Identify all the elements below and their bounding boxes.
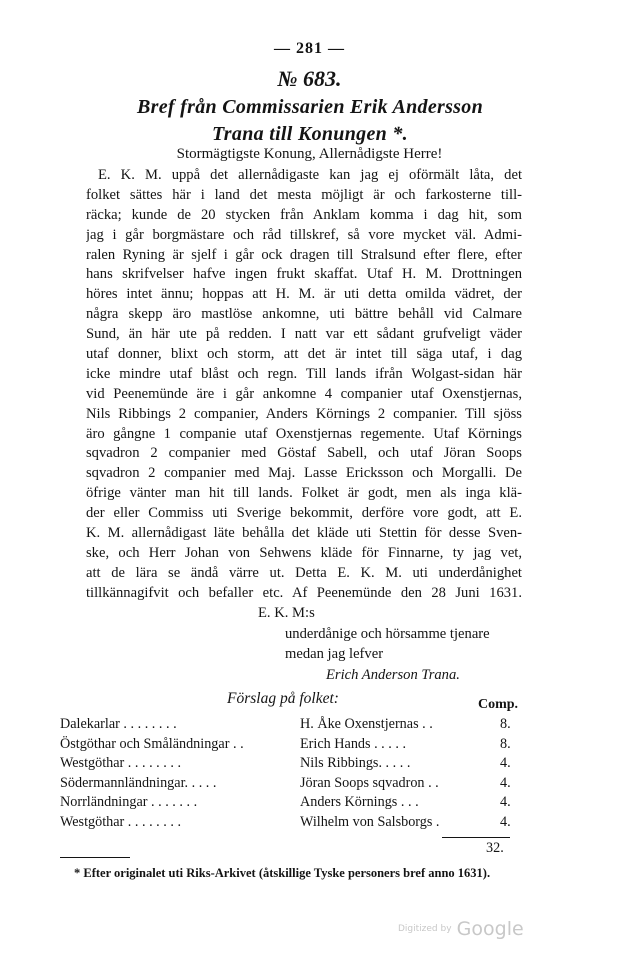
table-row bbox=[60, 736, 520, 756]
signature-name: Erich Anderson Trana. bbox=[326, 667, 460, 683]
body-line: jag i går borgmästare och råd tillskref, så vore mycket väl. Admi- bbox=[86, 226, 522, 243]
signature-line-1: E. K. M:s bbox=[258, 605, 315, 621]
salutation: Stormägtigste Konung, Allernådigste Herre! bbox=[176, 146, 443, 162]
table-row bbox=[60, 814, 520, 834]
proposal-title: Förslag på folket: bbox=[227, 690, 339, 707]
table-row bbox=[60, 755, 520, 775]
count-cell: 4. bbox=[500, 755, 511, 771]
count-cell: 8. bbox=[500, 716, 511, 732]
body-line: der eller Commiss uti Sverige bekommit, derföre vore godt, att E. bbox=[86, 505, 522, 522]
body-line: hans skrifvelser hafve ingen frukt skaffat. Utaf H. M. Drottningen bbox=[86, 266, 522, 283]
count-cell: 4. bbox=[500, 794, 511, 810]
signature-line-3: medan jag lefver bbox=[285, 646, 384, 662]
commander-cell: H. Åke Oxenstjernas . . bbox=[300, 716, 433, 732]
proposal-table bbox=[60, 716, 520, 833]
commander-cell: Jöran Soops sqvadron . . bbox=[300, 774, 439, 791]
body-line: höres intet ännu; hoppas att H. M. är uti detta omilda vädret, der bbox=[86, 286, 522, 303]
group-cell: Norrländningar . . . . . . . bbox=[60, 794, 198, 810]
body-line: sqvadron 2 companier med Göstaf Sabell, och utaf Jöran Soops bbox=[86, 445, 522, 462]
count-cell: 4. bbox=[500, 813, 511, 830]
letter-body bbox=[86, 166, 522, 604]
body-line: några skepp äro mastlöse ankomne, uti bättre behåll vid Calmare bbox=[86, 306, 522, 323]
signature-line-2: underdånige och hörsamme tjenare bbox=[285, 626, 490, 642]
group-cell: Östgöthar och Småländningar . . bbox=[60, 735, 244, 752]
digitized-watermark bbox=[398, 918, 524, 940]
document-number: № 683. bbox=[277, 66, 342, 91]
body-line: öfrige vänter man hit till lands. Folket är godt, men als inga klä- bbox=[86, 485, 522, 502]
table-row bbox=[60, 794, 520, 814]
letter-heading bbox=[60, 94, 560, 148]
group-cell: Westgöthar . . . . . . . . bbox=[60, 755, 182, 771]
count-cell: 4. bbox=[500, 774, 511, 791]
body-line: ske, och Herr Johan von Sehwens kläde för Finnarne, ty jag vet, bbox=[86, 544, 522, 561]
group-cell: Westgöthar . . . . . . . . bbox=[60, 813, 182, 830]
body-line: Nils Ribbings 2 companier, Anders Körnings 2 companier. Till sjöss bbox=[86, 405, 522, 422]
total-count: 32. bbox=[486, 840, 504, 856]
count-cell: 8. bbox=[500, 735, 511, 752]
body-line: folket sättes här i land det mesta möjligt är och farkosterne till- bbox=[86, 186, 522, 203]
table-row bbox=[60, 775, 520, 795]
table-row bbox=[60, 716, 520, 736]
body-line: E. K. M. uppå det allernådigaste kan jag ej oförmält låta, det bbox=[98, 167, 522, 183]
commander-cell: Nils Ribbings. . . . . bbox=[300, 755, 411, 771]
heading-line-1: Bref från Commissarien Erik Andersson bbox=[137, 96, 483, 118]
page-number: — 281 — bbox=[274, 40, 345, 57]
footnote-divider bbox=[60, 857, 130, 858]
sum-divider bbox=[442, 837, 510, 838]
comp-column-header: Comp. bbox=[478, 697, 519, 712]
body-line: sqvadron 2 companier med Maj. Lasse Ericksson och Morgalli. De bbox=[86, 465, 522, 482]
footnote: * Efter originalet uti Riks-Arkivet (åtskillige Tyske personers bref anno 1631). bbox=[74, 866, 491, 880]
body-line: vid Peenemünde äre i går ankomne 4 companier utaf Oxenstjernas, bbox=[86, 385, 522, 402]
body-line: äro gångne 1 companie utaf Oxenstjernas regemente. Utaf Körnings bbox=[86, 425, 522, 442]
body-line: att de lära se ändå värre ut. Detta E. K. M. uti underdånighet bbox=[86, 564, 522, 581]
commander-cell: Erich Hands . . . . . bbox=[300, 735, 406, 752]
body-line: icke mindre utaf blåst och regn. Till lands ifrån Wolgast-sidan här bbox=[86, 365, 522, 382]
heading-line-2: Trana till Konungen *. bbox=[212, 123, 408, 145]
body-line: tillkännagifvit och befaller etc. Af Peenemünde den 28 Juni 1631. bbox=[86, 584, 522, 601]
body-line: utaf donner, blixt och storm, att det är intet till säga utaf, i dag bbox=[86, 346, 522, 363]
commander-cell: Anders Körnings . . . bbox=[300, 794, 419, 810]
google-logo: Google bbox=[456, 918, 524, 940]
watermark-prefix: Digitized by bbox=[398, 924, 452, 934]
body-line: ralen Ryning är sjelf i går ock dragen till Stralsund efter flere, efter bbox=[86, 246, 522, 263]
body-line: K. M. allernådigast läte behålla det kläde uti Stettin för desse Sven- bbox=[86, 525, 522, 542]
group-cell: Dalekarlar . . . . . . . . bbox=[60, 716, 177, 732]
body-line: Sund, än här ute på redden. I natt var ett sådant grufveligt väder bbox=[86, 326, 522, 343]
body-line: räcka; kunde de 20 stycken från Anklam komma i dag hit, som bbox=[86, 206, 522, 223]
commander-cell: Wilhelm von Salsborgs . bbox=[300, 813, 440, 830]
group-cell: Södermannländningar. . . . . bbox=[60, 774, 217, 791]
